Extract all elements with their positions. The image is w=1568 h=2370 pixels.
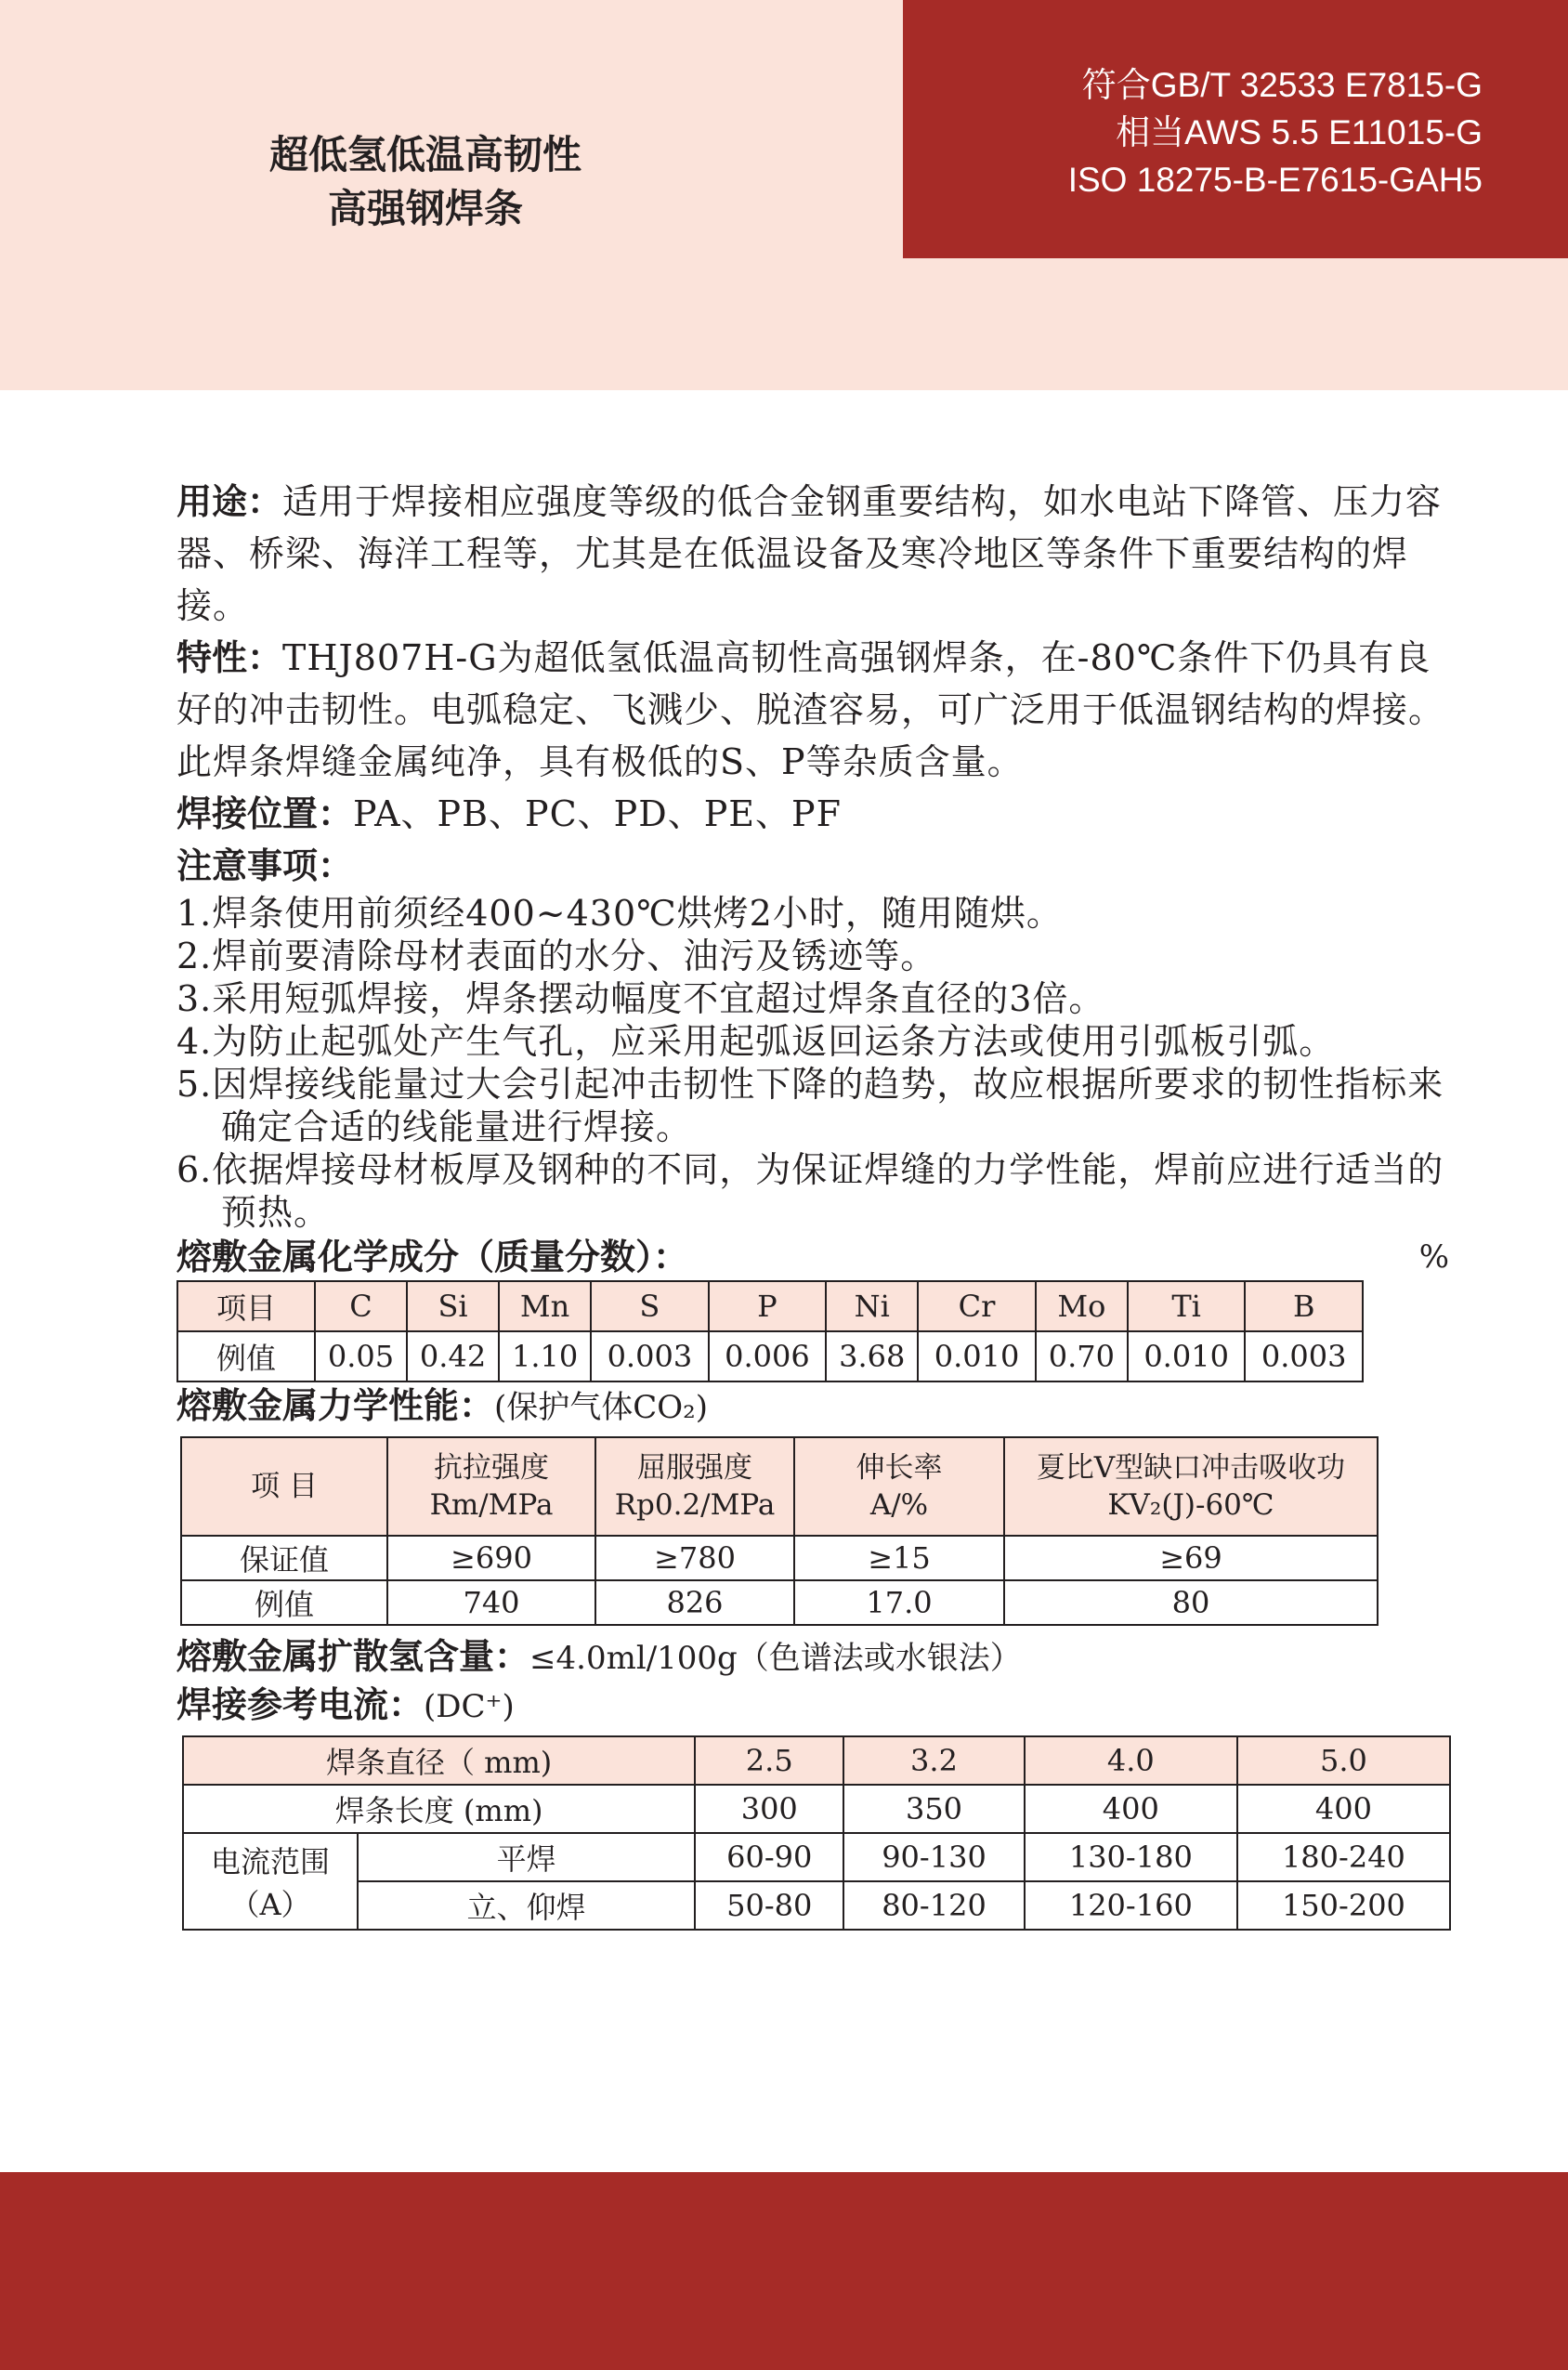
current-value: 50-80 (695, 1881, 843, 1930)
note-item: 4.为防止起弧处产生气孔，应采用起弧返回运条方法或使用引弧板引弧。 (176, 1021, 1336, 1062)
column-unit: Rm/MPa (429, 1488, 554, 1522)
column-unit: KV₂(J)-60℃ (1107, 1488, 1274, 1522)
vertical-row (183, 1881, 1450, 1930)
hydrogen-label: 熔敷金属扩散氢含量： (176, 1636, 530, 1677)
element-value: 0.003 (591, 1331, 709, 1381)
chemical-value-row (177, 1331, 1363, 1381)
position-text: PA、PB、PC、PD、PE、PF (353, 793, 842, 834)
current-range-label (183, 1833, 358, 1930)
length-value: 300 (695, 1785, 843, 1833)
notes-label: 注意事项： (176, 845, 354, 886)
standard-aws: 相当AWS 5.5 E11015-G (1116, 113, 1483, 151)
chemical-unit: % (1418, 1238, 1449, 1276)
row-label: 保证值 (181, 1536, 387, 1580)
current-title-note: (DC⁺) (424, 1688, 515, 1725)
mechanical-guaranteed-row (181, 1536, 1378, 1580)
chemical-title (176, 1234, 1458, 1280)
element-header: Mn (499, 1281, 591, 1331)
element-header: C (315, 1281, 407, 1331)
element-value: 0.010 (1128, 1331, 1246, 1381)
mechanical-column-header (387, 1437, 595, 1536)
diameter-value: 3.2 (843, 1736, 1025, 1785)
mechanical-column-header (794, 1437, 1004, 1536)
row-label: 例值 (181, 1580, 387, 1625)
hydrogen-line (176, 1633, 1458, 1682)
diameter-value: 4.0 (1025, 1736, 1237, 1785)
mechanical-title-text: 熔敷金属力学性能： (176, 1385, 495, 1426)
note-item: 2.焊前要清除母材表面的水分、油污及锈迹等。 (176, 936, 937, 976)
range-unit: （A） (229, 1887, 311, 1922)
cell-value: 826 (595, 1580, 794, 1625)
current-value: 150-200 (1237, 1881, 1450, 1930)
current-value: 120-160 (1025, 1881, 1237, 1930)
element-header: Si (407, 1281, 499, 1331)
standard-iso: ISO 18275-B-E7615-GAH5 (1067, 161, 1483, 199)
footer-band (0, 2172, 1568, 2370)
cell-value: ≥780 (595, 1536, 794, 1580)
position-label: 焊接位置： (176, 793, 354, 834)
cell-value: 17.0 (794, 1580, 1004, 1625)
mechanical-title-note: (保护气体CO₂) (494, 1389, 709, 1426)
note-item: 6.依据焊接母材板厚及钢种的不同，为保证焊缝的力学性能，焊前应进行适当的预热。 (176, 1149, 1444, 1233)
product-title (269, 128, 581, 236)
mechanical-column-header (595, 1437, 794, 1536)
chemical-table (176, 1280, 1364, 1382)
note-item: 1.焊条使用前须经400~430℃烘烤2小时，随用随烘。 (176, 893, 1063, 934)
mechanical-item-label: 项 目 (181, 1437, 387, 1536)
note-item: 3.采用短弧焊接，焊条摆动幅度不宜超过焊条直径的3倍。 (176, 978, 1105, 1019)
standards-box (903, 0, 1568, 258)
chemical-header-label: 项目 (177, 1281, 315, 1331)
current-value: 60-90 (695, 1833, 843, 1881)
current-value: 80-120 (843, 1881, 1025, 1930)
product-title-line-1: 超低氢低温高韧性 (269, 132, 582, 177)
column-name: 抗拉强度 (434, 1451, 549, 1485)
column-name: 伸长率 (856, 1451, 943, 1485)
note-item: 5.因焊接线能量过大会引起冲击韧性下降的趋势，故应根据所要求的韧性指标来确定合适的线能量进行焊接。 (176, 1064, 1444, 1147)
mechanical-table (180, 1436, 1379, 1626)
element-header: Ti (1128, 1281, 1246, 1331)
element-header: B (1245, 1281, 1363, 1331)
flat-row (183, 1833, 1450, 1881)
mechanical-example-row (181, 1580, 1378, 1625)
main-content (176, 476, 1458, 1931)
notes-list (176, 892, 1458, 1234)
length-value: 400 (1237, 1785, 1450, 1833)
element-value: 0.70 (1036, 1331, 1128, 1381)
column-unit: A/% (869, 1488, 929, 1522)
element-value: 1.10 (499, 1331, 591, 1381)
mechanical-title (176, 1382, 1458, 1431)
usage-text: 适用于焊接相应强度等级的低合金钢重要结构，如水电站下降管、压力容器、桥梁、海洋工程等，尤其是在低温设备及寒冷地区等条件下重要结构的焊接。 (176, 481, 1443, 626)
features-text: THJ807H-G为超低氢低温高韧性高强钢焊条，在-80℃条件下仍具有良好的冲击韧性。电弧稳定、飞溅少、脱渣容易，可广泛用于低温钢结构的焊接。此焊条焊缝金属纯净，具有极低的S、P等杂质含量。 (176, 637, 1445, 782)
element-header: S (591, 1281, 709, 1331)
features-paragraph (176, 632, 1458, 788)
element-value: 0.05 (315, 1331, 407, 1381)
column-unit: Rp0.2/MPa (614, 1488, 776, 1522)
length-value: 350 (843, 1785, 1025, 1833)
diameter-row (183, 1736, 1450, 1785)
diameter-value: 5.0 (1237, 1736, 1450, 1785)
current-table (182, 1735, 1451, 1931)
element-header: Mo (1036, 1281, 1128, 1331)
length-label: 焊条长度 (mm) (183, 1785, 695, 1833)
mechanical-column-header (1004, 1437, 1378, 1536)
element-value: 0.010 (918, 1331, 1036, 1381)
diameter-label: 焊条直径（ mm) (183, 1736, 695, 1785)
current-title-text: 焊接参考电流： (176, 1684, 425, 1725)
cell-value: ≥690 (387, 1536, 595, 1580)
element-value: 0.006 (709, 1331, 827, 1381)
length-value: 400 (1025, 1785, 1237, 1833)
flat-label: 平焊 (358, 1833, 695, 1881)
element-header: Cr (918, 1281, 1036, 1331)
cell-value: ≥69 (1004, 1536, 1378, 1580)
cell-value: ≥15 (794, 1536, 1004, 1580)
element-value: 0.003 (1245, 1331, 1363, 1381)
mechanical-header-row (181, 1437, 1378, 1536)
chemical-row-label: 例值 (177, 1331, 315, 1381)
product-title-line-2: 高强钢焊条 (328, 186, 524, 231)
vertical-label: 立、仰焊 (358, 1881, 695, 1930)
chemical-header-row (177, 1281, 1363, 1331)
element-header: P (709, 1281, 827, 1331)
current-title (176, 1682, 1458, 1730)
cell-value: 80 (1004, 1580, 1378, 1625)
standard-gb: 符合GB/T 32533 E7815-G (1081, 66, 1483, 104)
usage-label: 用途： (176, 481, 283, 522)
element-value: 0.42 (407, 1331, 499, 1381)
features-label: 特性： (176, 637, 283, 678)
length-row (183, 1785, 1450, 1833)
usage-paragraph (176, 476, 1458, 632)
column-name: 夏比V型缺口冲击吸收功 (1036, 1451, 1346, 1485)
element-value: 3.68 (826, 1331, 918, 1381)
notes-heading (176, 840, 1458, 892)
range-label: 电流范围 (210, 1844, 330, 1879)
chemical-title-text: 熔敷金属化学成分（质量分数）： (176, 1237, 689, 1277)
current-value: 180-240 (1237, 1833, 1450, 1881)
cell-value: 740 (387, 1580, 595, 1625)
current-value: 90-130 (843, 1833, 1025, 1881)
column-name: 屈服强度 (637, 1451, 752, 1485)
current-value: 130-180 (1025, 1833, 1237, 1881)
position-paragraph (176, 788, 1458, 840)
element-header: Ni (826, 1281, 918, 1331)
diameter-value: 2.5 (695, 1736, 843, 1785)
hydrogen-text: ≤4.0ml/100g（色谱法或水银法） (529, 1640, 1022, 1677)
